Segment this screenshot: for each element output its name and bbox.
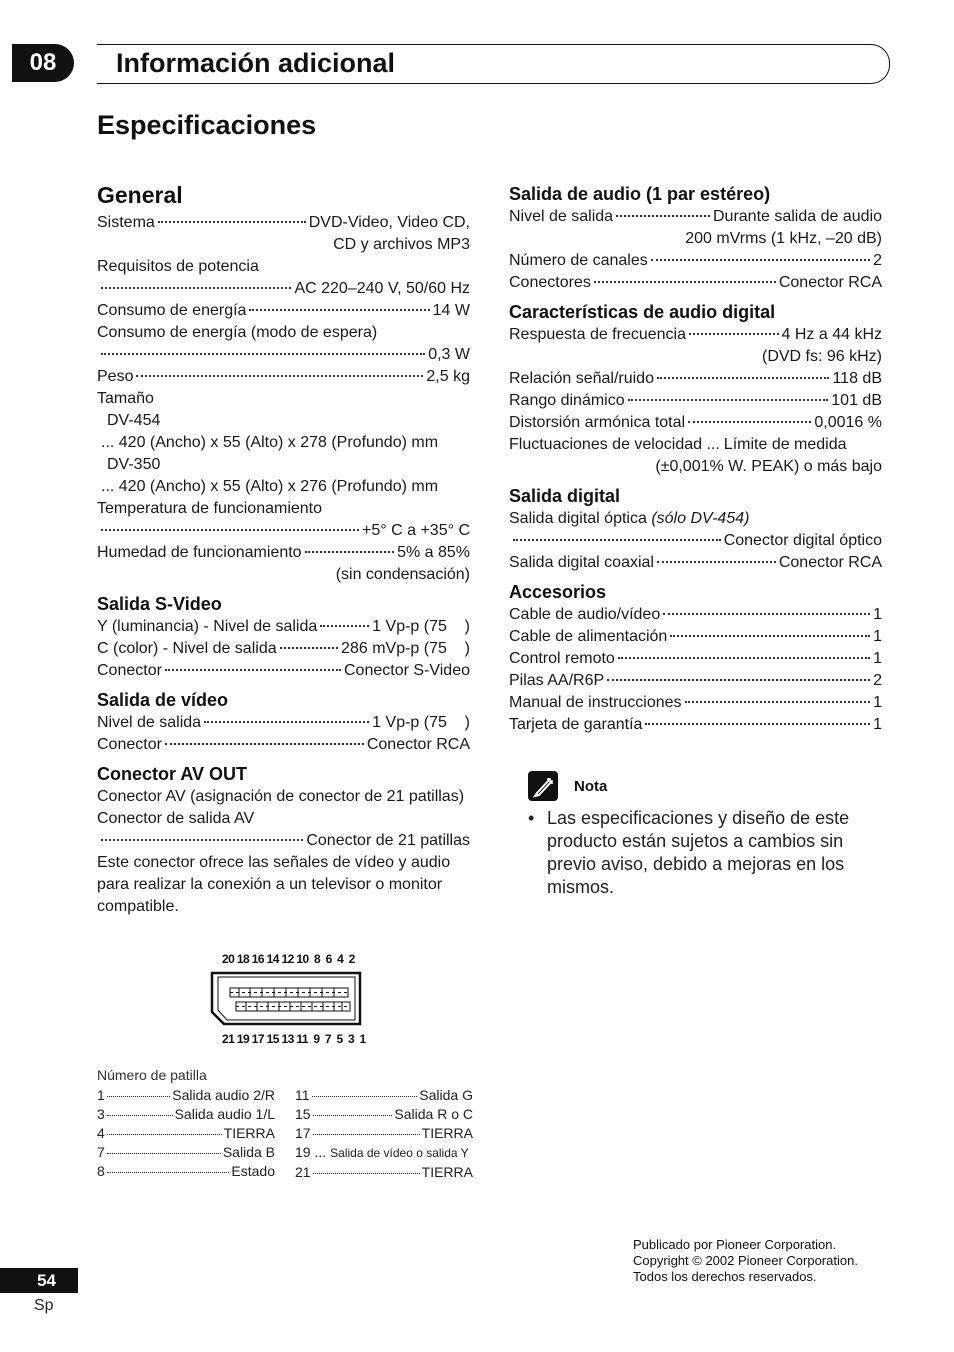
pin-signal: TIERRA xyxy=(223,1125,275,1141)
pin-row xyxy=(97,1143,275,1162)
accessory-qty: 2 xyxy=(873,672,882,689)
accessory-label: Pilas AA/R6P xyxy=(509,672,605,689)
spec-row-thd xyxy=(509,412,882,434)
spec-label: Consumo de energía xyxy=(97,302,247,319)
accessory-qty: 1 xyxy=(873,606,882,623)
spec-row-sistema xyxy=(97,212,470,234)
accessory-label: Cable de audio/vídeo xyxy=(509,606,661,623)
pin-signal: Salida B xyxy=(222,1144,275,1160)
spec-row-channels xyxy=(509,250,882,272)
pin-signal: TIERRA xyxy=(421,1164,473,1180)
spec-label: Sistema xyxy=(97,214,155,231)
right-column xyxy=(509,180,882,736)
spec-value: Conector S-Video xyxy=(344,662,470,679)
spec-value: Límite de medida xyxy=(723,436,847,453)
spec-label: Nivel de salida xyxy=(509,208,614,225)
spec-row-consumo xyxy=(97,300,470,322)
pin-number: 17 xyxy=(295,1125,311,1141)
pin-number: 7 xyxy=(97,1144,105,1160)
spec-value: 1 Vp-p (75 ) xyxy=(372,618,470,635)
spec-value: 118 dB xyxy=(832,370,882,387)
spec-value: 101 dB xyxy=(831,392,882,409)
general-heading: General xyxy=(97,182,183,208)
spec-label: Conectores xyxy=(509,274,591,291)
accessory-qty: 1 xyxy=(873,650,882,667)
pin-row xyxy=(97,1124,275,1143)
spec-label: Y (luminancia) - Nivel de salida xyxy=(97,618,318,635)
spec-row-peso xyxy=(97,366,470,388)
spec-row-video-level xyxy=(97,712,470,734)
spec-value: Conector RCA xyxy=(366,736,470,753)
pin-row xyxy=(97,1162,275,1181)
spec-value-continued: (±0,001% W. PEAK) o más bajo xyxy=(655,458,882,475)
accessory-row xyxy=(509,692,882,714)
model-dv454-label: DV-454 xyxy=(107,412,161,429)
pin-number: 8 xyxy=(97,1163,105,1179)
spec-value: Conector RCA xyxy=(778,554,882,571)
optical-label: Salida digital óptica xyxy=(509,510,647,527)
accessory-label: Tarjeta de garantía xyxy=(509,716,643,733)
pin-signal: TIERRA xyxy=(421,1125,473,1141)
copyright-line: Copyright © 2002 Pioneer Corporation. xyxy=(633,1253,858,1268)
accessory-row xyxy=(509,648,882,670)
spec-label-size: Tamaño xyxy=(97,390,154,407)
pin-number: 15 xyxy=(295,1106,311,1122)
spec-label-standby: Consumo de energía (modo de espera) xyxy=(97,324,378,341)
pencil-icon xyxy=(528,771,558,801)
pin-row xyxy=(295,1086,473,1105)
spec-value: Durante salida de audio xyxy=(712,208,882,225)
spec-value-continued: 200 mVrms (1 kHz, –20 dB) xyxy=(685,230,882,247)
spec-row-dynamic-range xyxy=(509,390,882,412)
spec-row-wow-flutter xyxy=(509,434,882,456)
avout-description: Conector AV (asignación de conector de 21 patillas) xyxy=(97,788,465,805)
spec-row-coaxial xyxy=(509,552,882,574)
spec-label: Rango dinámico xyxy=(509,392,625,409)
spec-label: Conector xyxy=(97,662,162,679)
avout-heading: Conector AV OUT xyxy=(97,764,248,784)
model-dv350-label: DV-350 xyxy=(107,456,161,473)
spec-value: 2 xyxy=(873,252,882,269)
pin-number: 1 xyxy=(97,1087,105,1103)
optical-model-note: (sólo DV-454) xyxy=(651,510,750,527)
rights-line: Todos los derechos reservados. xyxy=(633,1269,817,1284)
pin-row xyxy=(295,1163,473,1182)
spec-row-svideo-c xyxy=(97,638,470,660)
spec-label: Peso xyxy=(97,368,134,385)
svideo-heading: Salida S-Video xyxy=(97,594,222,614)
spec-row-snr xyxy=(509,368,882,390)
spec-value: 2,5 kg xyxy=(426,368,470,385)
spec-label: Distorsión armónica total xyxy=(509,414,686,431)
spec-label: C (color) - Nivel de salida xyxy=(97,640,277,657)
spec-row-humedad xyxy=(97,542,470,564)
spec-label-temperature: Temperatura de funcionamiento xyxy=(97,500,323,517)
spec-label: Conector xyxy=(97,736,162,753)
pin-signal: Salida G xyxy=(419,1087,473,1103)
spec-label: Número de canales xyxy=(509,252,648,269)
connector-top-pin-numbers: 20 18 16 14 12 10 8 6 4 2 xyxy=(222,952,355,966)
spec-label: Fluctuaciones de velocidad ... xyxy=(509,436,720,453)
note-label: Nota xyxy=(574,778,608,795)
digital-output-heading: Salida digital xyxy=(509,486,621,506)
spec-value: 14 W xyxy=(432,302,470,319)
spec-value: 0,3 W xyxy=(428,346,470,363)
spec-value-continued: (DVD fs: 96 kHz) xyxy=(761,348,882,365)
avout-note: Este conector ofrece las señales de vídeo y audio para realizar la conexión a un televisor o monitor compatible. xyxy=(97,854,451,915)
pin-number: 21 xyxy=(295,1164,311,1180)
page-title: Especificaciones xyxy=(97,110,317,140)
spec-label: Respuesta de frecuencia xyxy=(509,326,686,343)
spec-label-power: Requisitos de potencia xyxy=(97,258,259,275)
spec-value: 0,0016 % xyxy=(814,414,882,431)
chapter-title: Información adicional xyxy=(116,48,396,78)
accessory-qty: 1 xyxy=(873,628,882,645)
audio-output-heading: Salida de audio (1 par estéreo) xyxy=(509,184,771,204)
pin-signal: Salida de vídeo o salida Y xyxy=(330,1146,469,1160)
spec-value: Conector RCA xyxy=(778,274,882,291)
pin-signal: Salida R o C xyxy=(394,1106,473,1122)
spec-row-power xyxy=(97,278,470,300)
spec-label: Salida digital coaxial xyxy=(509,554,654,571)
note-text: Las especificaciones y diseño de este producto están sujetos a cambios sin previo aviso, debido a mejoras en los mismos. xyxy=(547,808,850,897)
pin-row xyxy=(295,1143,473,1163)
accessory-row xyxy=(509,714,882,736)
spec-value: 5% a 85% xyxy=(397,544,470,561)
video-heading: Salida de vídeo xyxy=(97,690,229,710)
spec-row-frequency xyxy=(509,324,882,346)
spec-label-optical xyxy=(509,508,882,530)
pin-number: 4 xyxy=(97,1125,105,1141)
pin-row xyxy=(295,1124,473,1143)
pin-signal: Salida audio 2/R xyxy=(172,1087,275,1103)
accessory-label: Manual de instrucciones xyxy=(509,694,682,711)
spec-row-audio-level xyxy=(509,206,882,228)
spec-row-svideo-y xyxy=(97,616,470,638)
accessory-qty: 1 xyxy=(873,716,882,733)
pin-list-left xyxy=(97,1086,275,1181)
pin-number: 19 ... xyxy=(295,1144,327,1160)
pin-signal: Salida audio 1/L xyxy=(174,1106,275,1122)
left-column xyxy=(97,180,470,918)
model-dv350-size: ... 420 (Ancho) x 55 (Alto) x 276 (Profundo) mm xyxy=(101,478,439,495)
spec-value: 4 Hz a 44 kHz xyxy=(781,326,882,343)
language-code: Sp xyxy=(34,1297,54,1314)
publisher-info xyxy=(633,1237,858,1285)
spec-value: Conector de 21 patillas xyxy=(306,832,470,849)
pin-row xyxy=(295,1105,473,1124)
spec-row-connectors xyxy=(509,272,882,294)
spec-value: Conector digital óptico xyxy=(723,532,882,549)
spec-row-temperature xyxy=(97,520,470,542)
pin-list-right xyxy=(295,1086,473,1182)
note-list xyxy=(528,807,873,899)
spec-row-standby xyxy=(97,344,470,366)
accessories-heading: Accesorios xyxy=(509,582,607,602)
spec-label: Humedad de funcionamiento xyxy=(97,544,302,561)
pin-signal: Estado xyxy=(231,1163,275,1179)
spec-value: +5° C a +35° C xyxy=(362,522,470,539)
pin-number: 11 xyxy=(295,1087,310,1103)
pin-row xyxy=(97,1105,275,1124)
spec-value: DVD-Video, Video CD, xyxy=(308,214,470,231)
chapter-number: 08 xyxy=(12,44,74,82)
page-number: 54 xyxy=(0,1268,78,1293)
accessory-qty: 1 xyxy=(873,694,882,711)
pin-number-caption: Número de patilla xyxy=(97,1067,207,1083)
note-bullet: • xyxy=(528,808,535,828)
accessory-row xyxy=(509,626,882,648)
digital-audio-heading: Características de audio digital xyxy=(509,302,776,322)
spec-value: 1 Vp-p (75 ) xyxy=(372,714,470,731)
accessory-row xyxy=(509,670,882,692)
spec-value: 286 mVp-p (75 ) xyxy=(341,640,470,657)
spec-value-continued: CD y archivos MP3 xyxy=(333,236,470,253)
pin-row xyxy=(97,1086,275,1105)
accessory-row xyxy=(509,604,882,626)
accessory-label: Cable de alimentación xyxy=(509,628,668,645)
spec-label: Relación señal/ruido xyxy=(509,370,654,387)
pin-number: 3 xyxy=(97,1106,105,1122)
spec-label: Nivel de salida xyxy=(97,714,202,731)
connector-bottom-pin-numbers: 21 19 17 15 13 11 9 7 5 3 1 xyxy=(222,1032,366,1046)
spec-value: AC 220–240 V, 50/60 Hz xyxy=(294,280,470,297)
spec-row-video-connector xyxy=(97,734,470,756)
spec-value-continued: (sin condensación) xyxy=(335,566,470,583)
accessory-label: Control remoto xyxy=(509,650,615,667)
avout-output-label: Conector de salida AV xyxy=(97,810,255,827)
model-dv454-size: ... 420 (Ancho) x 55 (Alto) x 278 (Profundo) mm xyxy=(101,434,439,451)
spec-row-optical xyxy=(509,530,882,552)
publisher-line: Publicado por Pioneer Corporation. xyxy=(633,1237,837,1252)
spec-row-svideo-connector xyxy=(97,660,470,682)
spec-row-avout xyxy=(97,830,470,852)
